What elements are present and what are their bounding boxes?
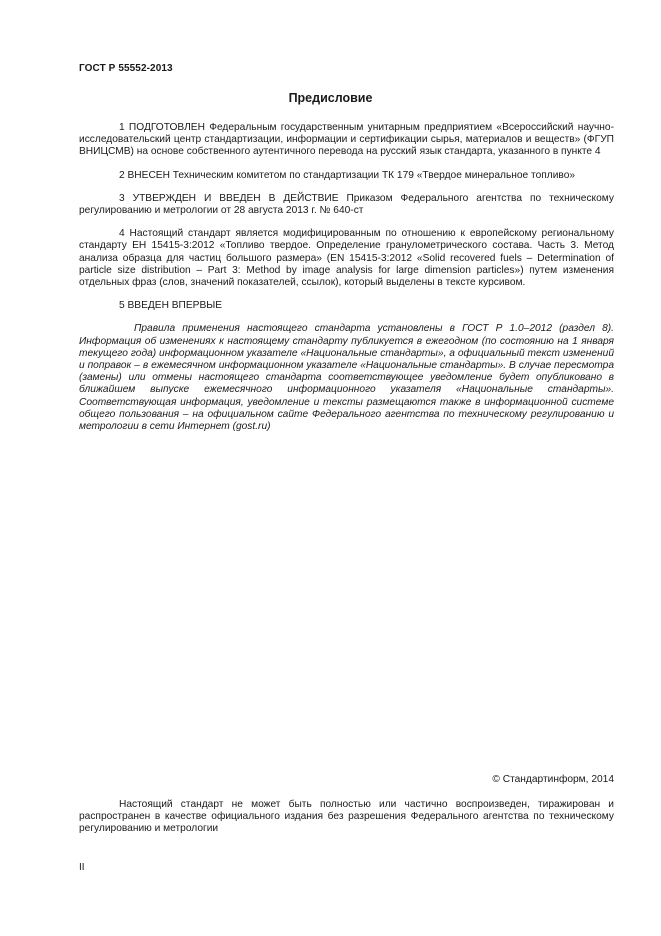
foreword-title: Предисловие [288,91,373,105]
foreword-item-2: 2 ВНЕСЕН Техническим комитетом по стандартизации ТК 179 «Твердое минеральное топливо» [119,169,576,181]
reproduction-notice: Настоящий стандарт не может быть полностью или частично воспроизведен, тиражирован и распространен в качестве официального издания без разрешения Федерального агентства по техническому регулированию и метрологии [79,799,614,835]
foreword-item-1: 1 ПОДГОТОВЛЕН Федеральным государственным унитарным предприятием «Всероссийский научно-исследовательский центр стандартизации, информации и сертификации сырья, материалов и веществ» (ФГУП ВНИЦСМВ) на основе собственного аутентичного перевода на русский язык стандарта, указанного в пункте 4 [79,122,614,158]
foreword-item-3: 3 УТВЕРЖДЕН И ВВЕДЕН В ДЕЙСТВИЕ Приказом Федерального агентства по техническому регулированию и метрологии от 28 августа 2013 г. № 640-ст [79,192,614,217]
standard-code: ГОСТ Р 55552-2013 [79,63,173,74]
foreword-item-5: 5 ВВЕДЕН ВПЕРВЫЕ [119,300,223,312]
copyright-line: © Стандартинформ, 2014 [492,774,614,785]
foreword-item-4: 4 Настоящий стандарт является модифицированным по отношению к европейскому региональному стандарту ЕН 15415-3:2012 «Топливо твердое. Определение гранулометрического состава. Часть 3. Метод анализа образца для частиц большого размера» (EN 15415-3:2012 «Solid recovered fuels – Determination of particle size distribution – Part 3: Method by image analysis for large dimension particles») путем изменения отдельных фраз (слов, значений показателей, ссылок), который выделены в тексте курсивом. [79,228,614,289]
rules-note: Правила применения настоящего стандарта установлены в ГОСТ Р 1.0–2012 (раздел 8). Информация об изменениях к настоящему стандарту публикуется в ежегодном (по состоянию на 1 января текущего года) информационном указателе «Национальные стандарты», а официальный текст изменений и поправок – в ежемесячном информационном указателе «Национальные стандарты». В случае пересмотра (замены) или отмены настоящего стандарта соответствующее уведомление будет опубликовано в ближайшем выпуске ежемесячного информационного указателя «Национальные стандарты». Соответствующая информация, уведомление и тексты размещаются также в информационной системе общего пользования – на официальном сайте Федерального агентства по техническому регулированию и метрологии в сети Интернет (gost.ru) [79,323,614,433]
page-number: II [79,862,85,873]
foreword-body [79,122,614,433]
